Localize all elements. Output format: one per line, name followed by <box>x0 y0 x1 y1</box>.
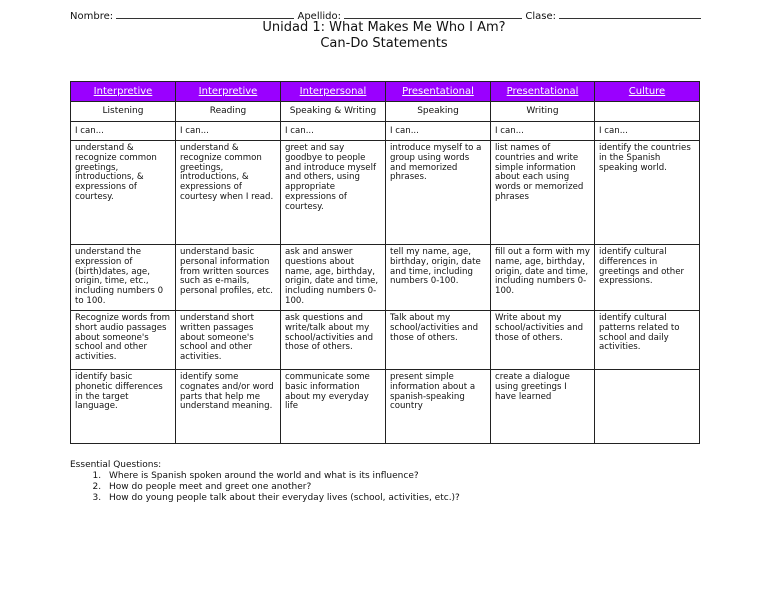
nombre-blank[interactable] <box>116 9 294 19</box>
list-item: 2. How do people meet and greet one another? <box>104 482 700 493</box>
statement-cell: ask questions and write/talk about my school/activities and those of others. <box>281 311 386 370</box>
clase-blank[interactable] <box>559 9 701 19</box>
statement-cell: Write about my school/activities and those of others. <box>491 311 595 370</box>
statement-cell: communicate some basic information about my everyday life <box>281 370 386 444</box>
skill-row <box>71 102 700 122</box>
skill-cell: Listening <box>71 102 176 122</box>
list-item: 3. How do young people talk about their everyday lives (school, activities, etc.)? <box>104 493 700 504</box>
statement-cell: identify cultural differences in greetings and other expressions. <box>595 245 700 311</box>
i-can-cell: I can... <box>595 122 700 141</box>
mode-header-interpretive-reading[interactable]: Interpretive <box>176 82 281 102</box>
essential-questions-heading: Essential Questions: <box>70 460 162 470</box>
statement-cell: identify cultural patterns related to school and daily activities. <box>595 311 700 370</box>
table-row <box>71 245 700 311</box>
i-can-cell: I can... <box>71 122 176 141</box>
mode-header-row <box>71 82 700 102</box>
table-row <box>71 141 700 245</box>
list-item: 1. Where is Spanish spoken around the world and what is its influence? <box>104 471 700 482</box>
statement-cell: create a dialogue using greetings I have learned <box>491 370 595 444</box>
statement-cell: present simple information about a spanish-speaking country <box>386 370 491 444</box>
mode-header-interpretive-listening[interactable]: Interpretive <box>71 82 176 102</box>
statement-cell <box>595 370 700 444</box>
i-can-cell: I can... <box>281 122 386 141</box>
statement-cell: understand basic personal information from written sources such as e-mails, personal profiles, etc. <box>176 245 281 311</box>
statement-cell: understand & recognize common greetings, introductions, & expressions of courtesy when I read. <box>176 141 281 245</box>
apellido-blank[interactable] <box>344 9 522 19</box>
statement-cell: fill out a form with my name, age, birthday, origin, date and time, including numbers 0-100. <box>491 245 595 311</box>
statement-cell: greet and say goodbye to people and introduce myself and others, using appropriate expressions of courtesy. <box>281 141 386 245</box>
i-can-cell: I can... <box>386 122 491 141</box>
statement-cell: identify some cognates and/or word parts that help me understand meaning. <box>176 370 281 444</box>
i-can-cell: I can... <box>176 122 281 141</box>
statement-cell: ask and answer questions about name, age, birthday, origin, date and time, including numbers 0-100. <box>281 245 386 311</box>
i-can-cell: I can... <box>491 122 595 141</box>
page-subtitle: Can-Do Statements <box>320 36 448 51</box>
mode-header-presentational-speaking[interactable]: Presentational <box>386 82 491 102</box>
statement-cell: identify the countries in the Spanish speaking world. <box>595 141 700 245</box>
can-do-table <box>70 81 700 444</box>
nombre-label: Nombre: <box>70 11 114 22</box>
i-can-row <box>71 122 700 141</box>
mode-header-culture[interactable]: Culture <box>595 82 700 102</box>
clase-label: Clase: <box>525 11 556 22</box>
statement-cell: understand & recognize common greetings, introductions, & expressions of courtesy. <box>71 141 176 245</box>
statement-cell: identify basic phonetic differences in the target language. <box>71 370 176 444</box>
skill-cell <box>595 102 700 122</box>
essential-questions-list <box>70 471 700 504</box>
apellido-label: Apellido: <box>297 11 341 22</box>
skill-cell: Speaking <box>386 102 491 122</box>
statement-cell: tell my name, age, birthday, origin, date and time, including numbers 0-100. <box>386 245 491 311</box>
statement-cell: understand the expression of (birth)dates, age, origin, time, etc., including numbers 0 to 100. <box>71 245 176 311</box>
statement-cell: understand short written passages about someone's school and other activities. <box>176 311 281 370</box>
title-block <box>0 20 768 52</box>
skill-cell: Reading <box>176 102 281 122</box>
mode-header-interpersonal[interactable]: Interpersonal <box>281 82 386 102</box>
statement-cell: Talk about my school/activities and those of others. <box>386 311 491 370</box>
mode-header-presentational-writing[interactable]: Presentational <box>491 82 595 102</box>
statement-cell: introduce myself to a group using words and memorized phrases. <box>386 141 491 245</box>
page-title: Unidad 1: What Makes Me Who I Am? <box>262 20 506 35</box>
table-row <box>71 370 700 444</box>
skill-cell: Speaking & Writing <box>281 102 386 122</box>
essential-questions <box>70 460 700 504</box>
statement-cell: Recognize words from short audio passages about someone's school and other activities. <box>71 311 176 370</box>
skill-cell: Writing <box>491 102 595 122</box>
statement-cell: list names of countries and write simple information about each using words or memorized phrases <box>491 141 595 245</box>
table-row <box>71 311 700 370</box>
